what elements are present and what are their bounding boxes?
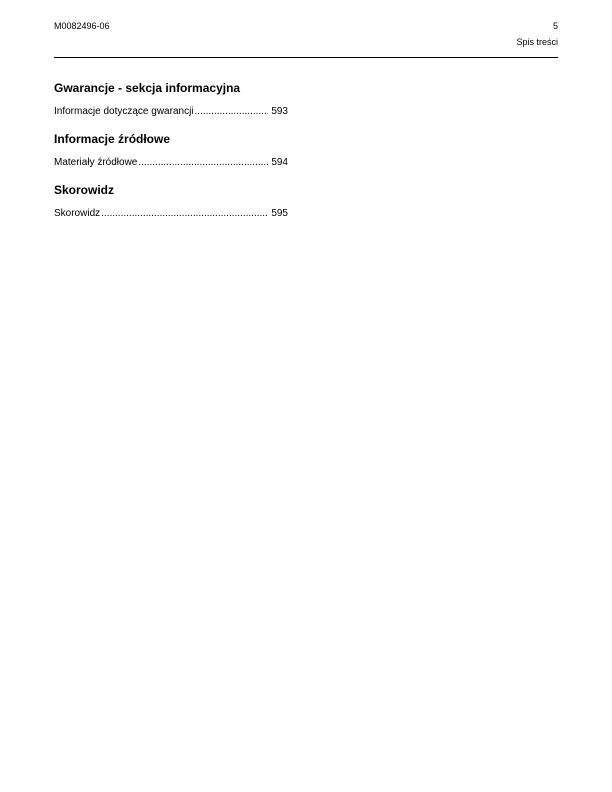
toc-entry-label: Materiały źródłowe (54, 157, 138, 168)
dot-leader (195, 106, 269, 118)
dot-leader (138, 157, 268, 169)
toc-heading: Gwarancje - sekcja informacyjna (54, 81, 241, 95)
toc-entry-label: Skorowidz (54, 208, 101, 219)
toc-section-references (54, 131, 288, 169)
document-id: M0082496-06 (54, 21, 110, 31)
toc-entry-page: 595 (271, 208, 288, 219)
toc-entry-reference-materials[interactable] (54, 157, 288, 169)
toc-section-warranty (54, 80, 288, 118)
toc-entry-label: Informacje dotyczące gwarancji (54, 106, 194, 117)
toc-entry-page: 593 (271, 106, 288, 117)
page-number: 5 (552, 21, 558, 31)
page-header (54, 17, 558, 58)
toc-heading: Informacje źródłowe (54, 132, 171, 146)
section-title: Spis treści (516, 37, 558, 47)
table-of-contents (54, 80, 288, 233)
dot-leader (101, 208, 268, 220)
toc-entry-warranty-info[interactable] (54, 106, 288, 118)
toc-entry-page: 594 (271, 157, 288, 168)
toc-section-index (54, 182, 288, 220)
toc-entry-index[interactable] (54, 208, 288, 220)
toc-heading: Skorowidz (54, 183, 115, 197)
